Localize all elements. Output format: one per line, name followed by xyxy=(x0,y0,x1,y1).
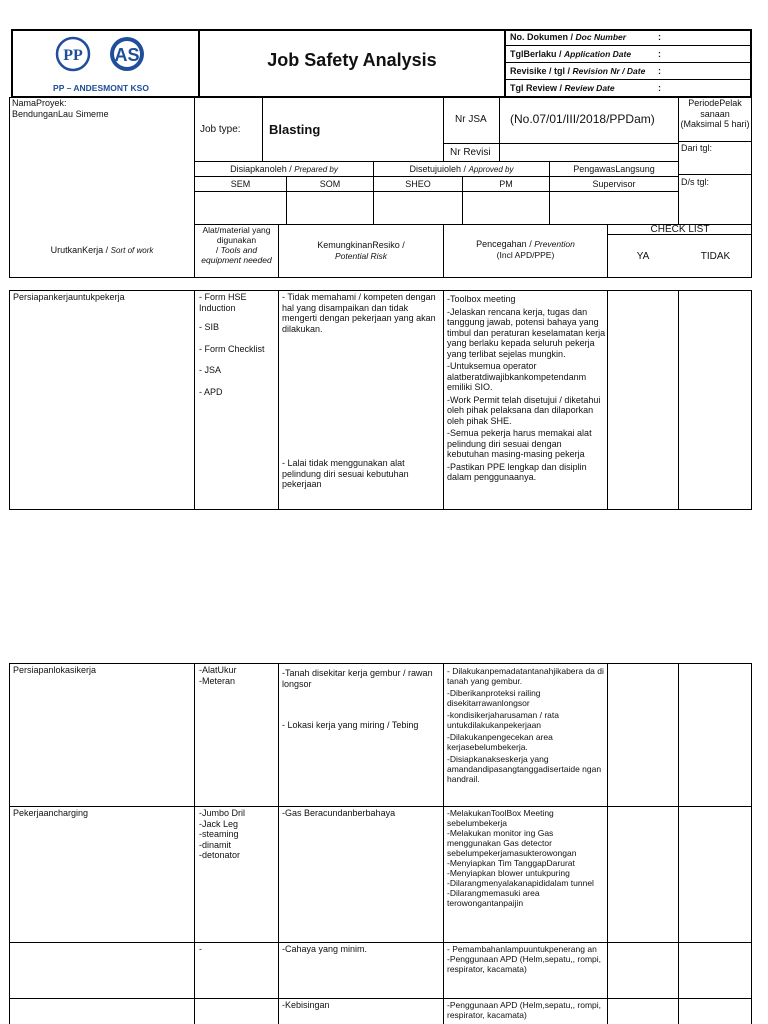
row2-risk-a: -Tanah disekitar kerja gembur / rawan longsor xyxy=(282,668,433,689)
doc-info-label: TglBerlaku / Application Date xyxy=(510,49,632,59)
job-type-value: Blasting xyxy=(269,122,321,137)
col-header-tools: Alat/material yang digunakan / Tools and equipment needed xyxy=(201,225,272,265)
row1-tools: - Form HSE Induction - SIB - Form Checklist - JSA - APD xyxy=(199,292,265,397)
role-sheo: SHEO xyxy=(405,179,431,189)
doc-info-row xyxy=(506,46,751,63)
nr-jsa-label: Nr JSA xyxy=(455,114,487,125)
svg-text:AS: AS xyxy=(114,45,140,65)
row5-prevention: -Penggunaan APD (Helm,sepatu,, rompi, respirator, kacamata) xyxy=(447,1000,602,1020)
dari-tgl-label: Dari tgl: xyxy=(681,143,713,153)
row5-risk: -Kebisingan xyxy=(282,1000,330,1010)
row3-tools: -Jumbo Dril -Jack Leg -steaming -dinamit -detonator xyxy=(199,808,246,860)
prepared-by-label: Disiapkanoleh / Prepared by xyxy=(230,164,338,174)
company-logo xyxy=(40,36,170,93)
row4-prevention: - Pemambahanlampuuntukpenerang an -Penggunaan APD (Helm,sepatu,, rompi, respirator, kacamata) xyxy=(447,944,602,974)
role-pm: PM xyxy=(499,179,513,189)
row3-work: Pekerjaancharging xyxy=(13,808,89,818)
row4-risk: -Cahaya yang minim. xyxy=(282,944,368,954)
periode-label: PeriodePelak sanaan (Maksimal 5 hari) xyxy=(680,98,750,129)
row1-work: Persiapankerjauntukpekerja xyxy=(13,292,125,302)
doc-info-label: No. Dokumen / Doc Number xyxy=(510,32,627,42)
page-title: Job Safety Analysis xyxy=(267,50,437,70)
svg-text:PP: PP xyxy=(63,47,83,64)
project-value: BendunganLau Simeme xyxy=(12,108,109,119)
row3-prevention: -MelakukanToolBox Meeting sebelumbekerja -Melakukan monitor ing Gas menggunakan Gas detector sebelumpekerjamasukterowongan -Menyiapkan Tim TanggapDarurat -Menyiapkan blower untukpuring -Dilarangmenyalakanapididalam tunnel -Dilarangmemasuki area terowongantanpaijin xyxy=(447,808,594,908)
approved-by-label: Disetujuioleh / Approved by xyxy=(409,164,514,174)
role-som: SOM xyxy=(319,179,341,189)
col-header-risk: KemungkinanResiko / Potential Risk xyxy=(317,240,405,261)
row1-prevention: -Toolbox meeting -Jelaskan rencana kerja, tugas dan tanggung jawab, potensi bahaya yang timbul dan peraturan keselamatan kerja yang berlaku kepada seluruh pekerja yang terlibat sejelas mungkin. -Untuksemua operator alatberatdiwajibkankompetendanm emiliki SIO. -Work Permit telah disetujui / diketahui oleh pihak pelaksana dan dilaporkan oleh pihak SHE. -Semua pekerja harus memakai alat pelindung diri sesuai dengan kebutuhan masing-masing pekerja -Pastikan PPE lengkap dan disiplin dalam penggunaanya. xyxy=(447,294,606,482)
doc-info-label: Tgl Review / Review Date xyxy=(510,83,615,93)
project-name xyxy=(12,98,192,119)
role-supervisor: Supervisor xyxy=(592,179,636,189)
ds-tgl-label: D/s tgl: xyxy=(681,177,710,187)
doc-info-row xyxy=(506,80,751,97)
pp-andesmont-logo-icon xyxy=(40,36,170,78)
row1-risk-a: - Tidak memahami / kompeten dengan hal yang disampaikan dan tidak mengerti dengan pekerjaan yang akan dilakukan. xyxy=(282,292,436,334)
doc-info-row xyxy=(506,29,751,46)
row3-risk: -Gas Beracundanberbahaya xyxy=(282,808,396,818)
doc-info-colon: : xyxy=(658,66,661,76)
nr-jsa-value: (No.07/01/III/2018/PPDam) xyxy=(510,112,655,126)
doc-info-label: Revisike / tgl / Revision Nr / Date xyxy=(510,66,646,76)
row2-work: Persiapanlokasikerja xyxy=(13,665,97,675)
doc-info-row xyxy=(506,63,751,80)
row1-risk-b: - Lalai tidak menggunakan alat pelindung diri sesuai kebutuhan pekerjaan xyxy=(282,458,409,489)
doc-info-colon: : xyxy=(658,32,661,42)
project-label: NamaProyek: xyxy=(12,98,67,108)
role-sem: SEM xyxy=(230,179,251,189)
job-type-label: Job type: xyxy=(200,124,241,135)
row2-tools: -AlatUkur -Meteran xyxy=(199,665,237,686)
col-header-checklist: CHECK LIST xyxy=(650,224,710,235)
doc-info-colon: : xyxy=(658,83,661,93)
col-header-prevention: Pencegahan / Prevention (Incl APD/PPE) xyxy=(476,239,575,260)
jsa-table-page2 xyxy=(9,663,752,1024)
doc-info-colon: : xyxy=(658,49,661,59)
row4-tools: - xyxy=(199,944,202,954)
row2-prevention: - Dilakukanpemadatantanahjikabera da di tanah yang gembur. -Diberikanproteksi railing disekitarrawanlongsor -kondisikerjaharusaman / rata untukdilakukanpekerjaan -Dilakukanpengecekan area kerjasebelumbekerja. -Disiapkanakseskerja yang amandandipasangtanggadisertaide ngan handrail. xyxy=(447,666,604,784)
row2-risk-b: - Lokasi kerja yang miring / Tebing xyxy=(282,720,419,730)
col-header-work: UrutkanKerja / Sort of work xyxy=(50,245,154,255)
col-header-tidak: TIDAK xyxy=(700,251,731,262)
nr-revisi-label: Nr Revisi xyxy=(450,147,491,158)
supervisor-label: PengawasLangsung xyxy=(573,164,655,174)
col-header-ya: YA xyxy=(636,251,650,262)
logo-caption: PP – ANDESMONT KSO xyxy=(53,83,149,93)
